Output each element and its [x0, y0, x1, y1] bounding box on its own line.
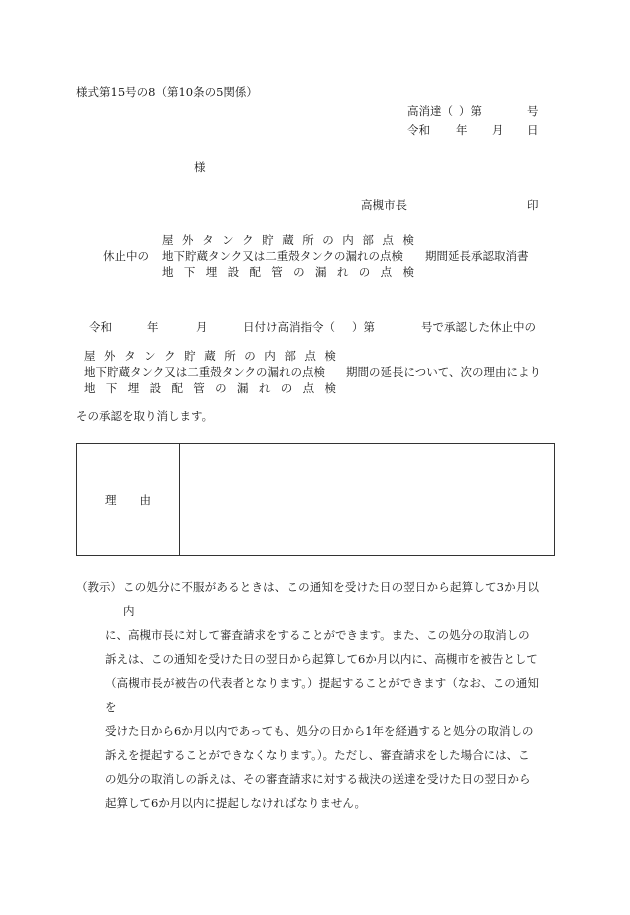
doc-number-prefix: 高消達（: [407, 104, 453, 118]
notice-line: 訴えは、この通知を受けた日の翌日から起算して6か月以内に、高槻市を被告として: [105, 652, 538, 666]
doc-number-suffix: 号: [527, 104, 539, 118]
heading-option-outdoor-tank: [162, 233, 414, 247]
notice-line: の処分の取消しの訴えは、その審査請求に対する裁決の送達を受けた日の翌日から: [105, 772, 531, 786]
doc-date-era: 令和: [407, 123, 430, 137]
option-char: 設: [149, 381, 162, 395]
option-char: の: [358, 265, 371, 279]
notice-line: この処分に不服があるときは、この通知を受けた日の翌日から起算して3か月以内: [123, 580, 539, 618]
heading-option-buried-pipe: [162, 265, 414, 279]
notice-line: に、高槻市長に対して審査請求をすることができます。また、この処分の取消しの: [105, 628, 530, 642]
body-date-ref: 日付け高消指令（: [243, 320, 335, 334]
notice-line: 受けた日から6か月以内であっても、処分の日から1年を経過すると処分の取消しの: [105, 724, 534, 738]
option-char: 配: [171, 381, 183, 395]
option-char: 地: [162, 265, 174, 279]
option-char: 屋: [162, 233, 174, 247]
doc-number-mid: ）第: [459, 104, 482, 118]
option-char: れ: [258, 381, 271, 395]
body-option-outdoor-tank: [84, 349, 336, 363]
option-char: タ: [202, 233, 214, 247]
option-char: 蔵: [204, 349, 216, 363]
form-number: 様式第15号の8（第10条の5関係）: [76, 85, 258, 99]
option-char: ク: [164, 349, 176, 363]
option-char: タ: [124, 349, 136, 363]
option-char: 点: [382, 233, 394, 247]
option-char: 埋: [205, 265, 218, 279]
body-option-buried-pipe: [84, 381, 336, 395]
option-char: 点: [302, 381, 315, 395]
option-char: 漏: [315, 265, 327, 279]
option-char: 部: [284, 349, 296, 363]
doc-date-day: 日: [527, 123, 539, 137]
option-char: 蔵: [282, 233, 294, 247]
issuer-title: 高槻市長: [361, 198, 407, 212]
option-char: ン: [222, 233, 234, 247]
notice-line: 訴えを提起することができなくなります。）。ただし、審査請求をした場合には、こ: [105, 748, 530, 762]
option-char: 管: [271, 265, 283, 279]
notice-line: 起算して6か月以内に提起しなければなりません。: [105, 796, 367, 810]
notice-label: （教示）: [76, 580, 122, 594]
option-char: の: [293, 265, 305, 279]
option-char: れ: [336, 265, 349, 279]
option-char: 貯: [262, 233, 274, 247]
option-char: 漏: [237, 381, 249, 395]
body-option-underground-tank: 地下貯蔵タンク又は二重殻タンクの漏れの点検: [84, 365, 326, 379]
option-char: の: [244, 349, 256, 363]
body-year: 年: [147, 320, 159, 334]
option-char: 屋: [84, 349, 96, 363]
heading-option-underground-tank: 地下貯蔵タンク又は二重殻タンクの漏れの点検: [162, 249, 404, 263]
heading-suffix: 期間延長承認取消書: [425, 249, 529, 263]
notice-line: （高槻市長が被告の代表者となります。）提起することができます（なお、この通知を: [105, 676, 539, 714]
body-last-line: その承認を取り消します。: [76, 409, 214, 423]
option-char: ン: [144, 349, 156, 363]
option-char: 点: [380, 265, 393, 279]
option-char: の: [322, 233, 334, 247]
option-char: 埋: [127, 381, 140, 395]
body-ref-mid: ）第: [352, 320, 375, 334]
notice-text: [105, 575, 539, 815]
option-char: の: [215, 381, 227, 395]
option-char: の: [280, 381, 293, 395]
body-month: 月: [196, 320, 208, 334]
option-char: 貯: [184, 349, 196, 363]
option-char: ク: [242, 233, 254, 247]
option-char: 検: [402, 233, 414, 247]
option-char: 検: [324, 349, 336, 363]
body-continuation: 期間の延長について、次の理由により: [346, 365, 542, 379]
addressee-suffix: 様: [194, 160, 206, 174]
option-char: 外: [182, 233, 194, 247]
seal-mark: 印: [527, 198, 539, 212]
option-char: 下: [105, 381, 118, 395]
option-char: 地: [84, 381, 96, 395]
option-char: 検: [324, 381, 336, 395]
option-char: 内: [342, 233, 354, 247]
reason-field[interactable]: [180, 444, 554, 555]
option-char: 検: [402, 265, 414, 279]
option-char: 設: [227, 265, 240, 279]
reason-table: [76, 443, 555, 556]
body-approved-text: 号で承認した休止中の: [421, 320, 536, 334]
option-char: 点: [304, 349, 316, 363]
option-char: 下: [183, 265, 196, 279]
option-char: 内: [264, 349, 276, 363]
doc-date-year: 年: [456, 123, 468, 137]
option-char: 所: [224, 349, 236, 363]
option-char: 外: [104, 349, 116, 363]
reason-label: 理 由: [77, 444, 180, 555]
option-char: 所: [302, 233, 314, 247]
doc-date-month: 月: [492, 123, 504, 137]
body-era: 令和: [89, 320, 112, 334]
option-char: 部: [362, 233, 374, 247]
heading-prefix: 休止中の: [103, 249, 149, 263]
option-char: 配: [249, 265, 261, 279]
option-char: 管: [193, 381, 205, 395]
